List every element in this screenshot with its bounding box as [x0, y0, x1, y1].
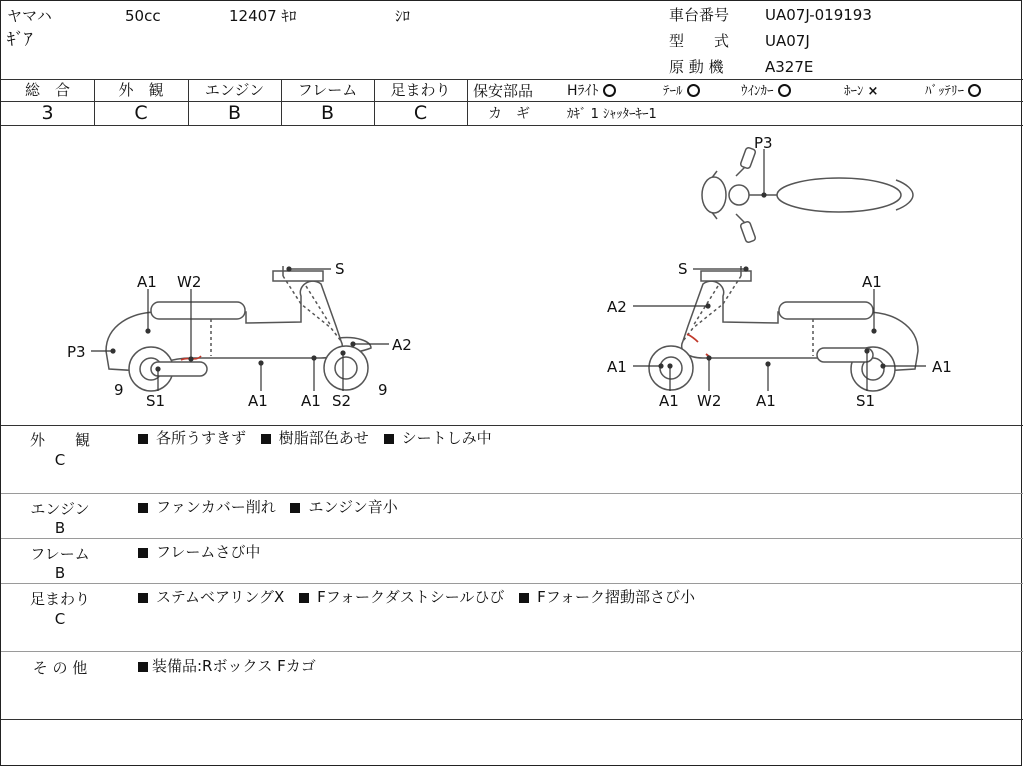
- damage-label: A1: [301, 392, 321, 410]
- bullet-square-icon: [384, 434, 394, 444]
- safety-item-tail: [663, 84, 700, 100]
- note-items: [138, 429, 502, 447]
- ok-circle-icon: [603, 84, 616, 97]
- bullet-square-icon: [138, 662, 148, 672]
- divider: [1, 79, 1023, 80]
- bullet-square-icon: [261, 434, 271, 444]
- grade-header-overall: 総 合: [24, 81, 70, 99]
- note-grade: C: [54, 610, 66, 628]
- damage-label: S1: [146, 392, 166, 410]
- note-grade: B: [54, 519, 66, 537]
- bullet-square-icon: [290, 503, 300, 513]
- ok-circle-icon: [778, 84, 791, 97]
- note-items: [138, 498, 408, 516]
- ok-circle-icon: [968, 84, 981, 97]
- safety-item-label: ﾊﾞｯﾃﾘｰ: [925, 84, 964, 99]
- note-item: Fフォークダストシールひび: [317, 588, 505, 606]
- engine-label: 原 動 機: [669, 58, 724, 76]
- maker: ヤマハ: [7, 7, 52, 25]
- damage-label: W2: [697, 392, 722, 410]
- note-item: 装備品:Rボックス Fカゴ: [152, 657, 316, 675]
- note-items: [138, 657, 326, 675]
- key-label: カ ギ: [488, 106, 530, 122]
- damage-label: A1: [659, 392, 679, 410]
- grade-header-engine: エンジン: [204, 81, 265, 99]
- note-grade: C: [54, 451, 66, 469]
- note-item: 各所うすきず: [156, 429, 247, 447]
- safety-label: 保安部品: [473, 82, 534, 100]
- safety-item-label: ﾎｰﾝ: [844, 84, 864, 99]
- model-name: ｷﾞｱ: [7, 30, 33, 50]
- bullet-square-icon: [138, 548, 148, 558]
- damage-label: S2: [332, 392, 352, 410]
- bullet-square-icon: [299, 593, 309, 603]
- type-value: UA07J: [765, 32, 810, 50]
- engine-value: A327E: [765, 58, 814, 76]
- ok-circle-icon: [687, 84, 700, 97]
- type-label: 型 式: [669, 32, 730, 50]
- grade-engine: B: [227, 102, 242, 124]
- divider: [1, 719, 1023, 720]
- grade-header-frame: フレーム: [297, 81, 358, 99]
- safety-item-headlight: [567, 83, 616, 100]
- safety-item-label: Hﾗｲﾄ: [567, 83, 599, 99]
- grade-header-suspension: 足まわり: [390, 81, 451, 99]
- note-item: Fフォーク摺動部さび小: [537, 588, 696, 606]
- scooter-top-view: [702, 147, 913, 243]
- damage-label: P3: [754, 134, 773, 152]
- ng-cross-icon: ×: [867, 84, 879, 99]
- safety-item-battery: [925, 84, 981, 100]
- note-grade: B: [54, 564, 66, 582]
- damage-label: A1: [932, 358, 952, 376]
- damage-label: S1: [856, 392, 876, 410]
- bullet-square-icon: [138, 593, 148, 603]
- grade-suspension: C: [413, 102, 428, 124]
- note-items: [138, 543, 270, 561]
- color: ｼﾛ: [395, 7, 411, 25]
- bullet-square-icon: [138, 434, 148, 444]
- damage-label: 9: [114, 381, 124, 399]
- bullet-square-icon: [138, 503, 148, 513]
- displacement: 50cc: [125, 7, 161, 25]
- damage-label: P3: [67, 343, 86, 361]
- note-category: 外 観: [29, 431, 90, 449]
- frame-no: UA07J-019193: [765, 6, 872, 24]
- key-value: ｶｷﾞ 1 ｼｬｯﾀｰｷｰ1: [567, 107, 657, 122]
- safety-item-winker: [741, 84, 791, 100]
- grade-exterior: C: [134, 102, 148, 124]
- bullet-square-icon: [519, 593, 529, 603]
- frame-no-label: 車台番号: [669, 6, 730, 24]
- mileage: 12407 ｷﾛ: [229, 7, 297, 25]
- divider: [1, 583, 1023, 584]
- grade-overall: 3: [41, 102, 54, 124]
- note-item: フレームさび中: [156, 543, 261, 561]
- divider: [467, 79, 468, 125]
- note-category: フレーム: [30, 545, 90, 563]
- safety-item-horn: [844, 84, 878, 100]
- safety-item-label: ｳｲﾝｶｰ: [741, 84, 774, 99]
- divider: [1, 493, 1023, 494]
- damage-label: S: [678, 260, 688, 278]
- divider: [1, 425, 1023, 426]
- note-category: 足まわり: [29, 590, 90, 608]
- damage-label: A1: [248, 392, 268, 410]
- note-item: ステムベアリングX: [156, 588, 285, 606]
- damage-label: A1: [756, 392, 776, 410]
- note-item: シートしみ中: [401, 429, 492, 447]
- grade-frame: B: [320, 102, 335, 124]
- damage-label: S: [335, 260, 345, 278]
- note-item: エンジン音小: [308, 498, 398, 516]
- divider: [1, 651, 1023, 652]
- damage-label: A1: [137, 273, 157, 291]
- divider: [1, 538, 1023, 539]
- note-item: ファンカバー削れ: [156, 498, 276, 516]
- damage-label: A2: [392, 336, 412, 354]
- damage-label: A1: [607, 358, 627, 376]
- note-item: 樹脂部色あせ: [278, 429, 369, 447]
- safety-item-label: ﾃｰﾙ: [663, 84, 683, 99]
- grade-header-exterior: 外 観: [118, 81, 164, 99]
- note-category: エンジン: [30, 500, 90, 518]
- note-items: [138, 588, 705, 606]
- damage-label: 9: [378, 381, 388, 399]
- damage-label: W2: [177, 273, 202, 291]
- note-category: そ の 他: [32, 659, 88, 677]
- damage-label: A1: [862, 273, 882, 291]
- damage-label: A2: [607, 298, 627, 316]
